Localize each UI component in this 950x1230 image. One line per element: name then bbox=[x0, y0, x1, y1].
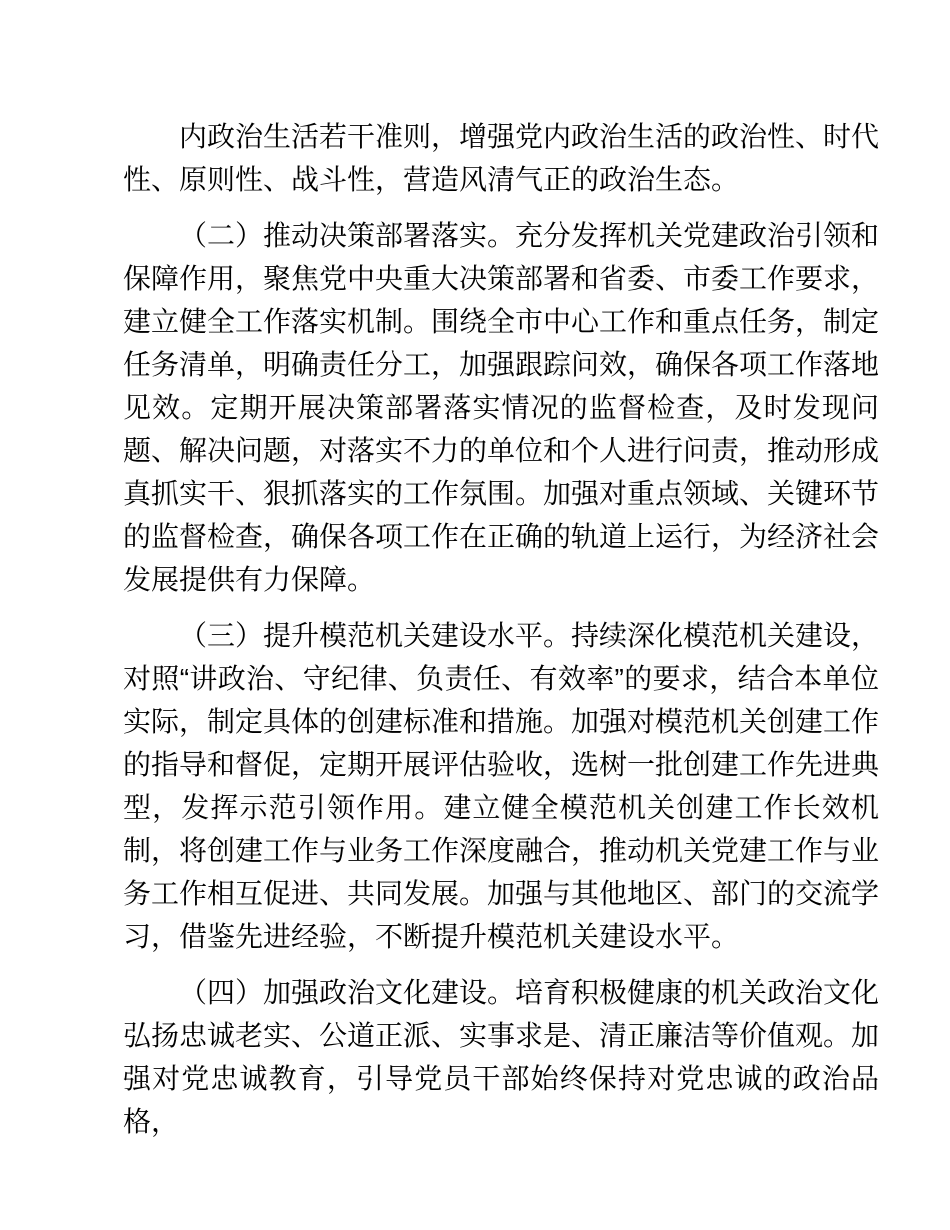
paragraph-section-4: （四）加强政治文化建设。培育积极健康的机关政治文化弘扬忠诚老实、公道正派、实事求是、清正廉洁等价值观。加强对党忠诚教育，引导党员干部始终保持对党忠诚的政治品格， bbox=[123, 977, 880, 1137]
paragraph-section-3: （三）提升模范机关建设水平。持续深化模范机关建设，对照“讲政治、守纪律、负责任、有效率”的要求，结合本单位实际，制定具体的创建标准和措施。加强对模范机关创建工作的指导和督促，定期开展评估验收，选树一批创建工作先进典型，发挥示范引领作用。建立健全模范机关创建工作长效机制，将创建工作与业务工作深度融合，推动机关党建工作与业务工作相互促进、共同发展。加强与其他地区、部门的交流学习，借鉴先进经验，不断提升模范机关建设水平。 bbox=[123, 620, 880, 952]
paragraph-continuation: 内政治生活若干准则，增强党内政治生活的政治性、时代性、原则性、战斗性，营造风清气正的政治生态。 bbox=[123, 121, 880, 195]
paragraph-section-2: （二）推动决策部署落实。充分发挥机关党建政治引领和保障作用，聚焦党中央重大决策部署和省委、市委工作要求，建立健全工作落实机制。围绕全市中心工作和重点任务，制定任务清单，明确责任分工，加强跟踪问效，确保各项工作落地见效。定期开展决策部署落实情况的监督检查，及时发现问题、解决问题，对落实不力的单位和个人进行问责，推动形成真抓实干、狠抓落实的工作氛围。加强对重点领域、关键环节的监督检查，确保各项工作在正确的轨道上运行，为经济社会发展提供有力保障。 bbox=[123, 220, 880, 595]
